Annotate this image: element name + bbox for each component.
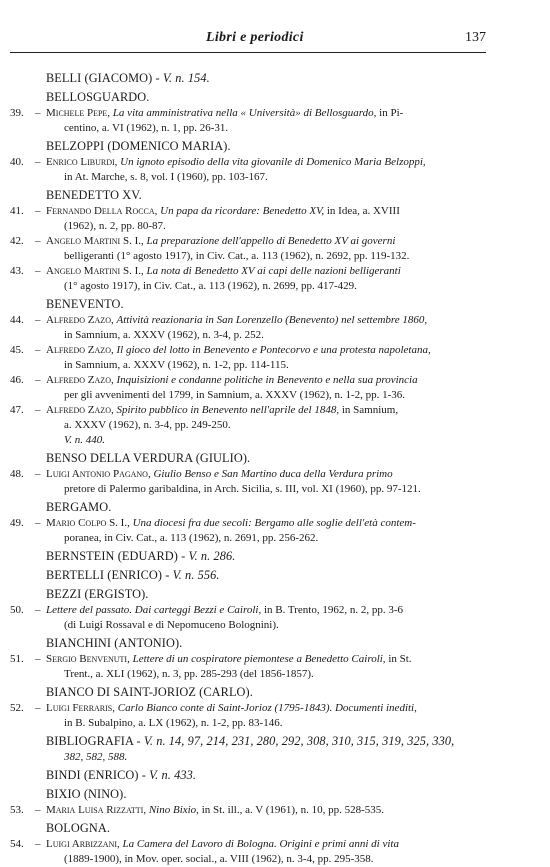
entry-dash: – (35, 205, 41, 217)
entry-title: Lettere di un cospiratore piemontese a Benedetto Cairoli, (132, 653, 386, 665)
subject-heading (0, 547, 550, 565)
subject-heading (0, 566, 550, 584)
subject-heading (0, 295, 550, 313)
heading-text: BIBLIOGRAFIA - (46, 734, 144, 748)
heading-text: BINDI (ENRICO) - (46, 768, 150, 782)
entry-title: Lettere del passato. Dai carteggi Bezzi e Cairoli, (46, 604, 262, 616)
subject-heading (0, 137, 550, 155)
bibliography-entry (0, 803, 550, 818)
entry-number: 40. (10, 156, 24, 168)
subject-heading (0, 766, 550, 784)
entry-dash: – (35, 653, 41, 665)
entry-number: 39. (10, 107, 24, 119)
entry-first-line (46, 652, 488, 667)
heading-text: BELLOSGUARDO. (46, 90, 150, 104)
bibliography-entry (0, 837, 550, 867)
cross-reference-note: 382, 582, 588. (64, 751, 128, 763)
entry-author: Alfredo Zazo, (46, 374, 114, 386)
entry-number: 48. (10, 468, 24, 480)
bibliography-entry (0, 106, 550, 136)
bibliography-entry (0, 467, 550, 497)
entry-number: 53. (10, 804, 24, 816)
bibliography-entry (0, 234, 550, 264)
entry-dash: – (35, 314, 41, 326)
entry-title: Una diocesi fra due secoli: Bergamo alle soglie dell'età contem- (132, 517, 416, 529)
entry-author: Alfredo Zazo, (46, 314, 114, 326)
entry-first-line (46, 204, 488, 219)
entry-continuation: poranea, in Civ. Cat., a. 113 (1962), n. 2691, pp. 256-262. (64, 532, 319, 544)
running-title: Libri e periodici (206, 30, 304, 45)
subject-heading (0, 449, 550, 467)
entry-dash: – (35, 107, 41, 119)
subject-heading (0, 683, 550, 701)
heading-text: BELZOPPI (DOMENICO MARIA). (46, 139, 231, 153)
entry-first-line (46, 343, 488, 358)
heading-text: BENEDETTO XV. (46, 188, 142, 202)
entry-first-line (46, 106, 488, 121)
bibliography-entry (0, 313, 550, 343)
entry-number: 41. (10, 205, 24, 217)
entry-author: Fernando Della Rocca, (46, 205, 158, 217)
entry-dash: – (35, 235, 41, 247)
entry-first-line (46, 803, 488, 818)
entry-continuation: centino, a. VI (1962), n. 1, pp. 26-31. (64, 122, 229, 134)
subject-heading (0, 186, 550, 204)
subject-heading (0, 634, 550, 652)
bibliography-list (0, 68, 550, 867)
entry-number: 54. (10, 838, 24, 850)
bibliography-entry (0, 373, 550, 403)
entry-title: Giulio Benso e San Martino duca della Verdura primo (153, 468, 393, 480)
heading-text: BEZZI (ERGISTO). (46, 587, 149, 601)
entry-number: 49. (10, 517, 24, 529)
entry-number: 47. (10, 404, 24, 416)
entry-continuation: pretore di Palermo garibaldina, in Arch. Sicilia, s. III, vol. XI (1960), pp. 97-121. (64, 483, 421, 495)
page-number: 137 (465, 30, 486, 45)
heading-text: BIXIO (NINO). (46, 787, 127, 801)
entry-title: La vita amministrativa nella « Università» di Bellosguardo, (112, 107, 377, 119)
entry-author: Mario Colpo S. I., (46, 517, 130, 529)
entry-source: in Samnium, (339, 404, 399, 416)
bibliography-entry (0, 204, 550, 234)
entry-dash: – (35, 702, 41, 714)
entry-title: Un papa da ricordare: Benedetto XV, (160, 205, 325, 217)
bibliography-entry (0, 155, 550, 185)
entry-number: 45. (10, 344, 24, 356)
entry-author: Enrico Liburdi, (46, 156, 118, 168)
entry-first-line (46, 403, 488, 418)
subject-heading (0, 732, 550, 750)
subject-heading (0, 785, 550, 803)
heading-text: BERTELLI (ENRICO) - (46, 568, 173, 582)
entry-source: in St. ill., a. V (1961), n. 10, pp. 528-535. (198, 804, 385, 816)
bibliography-entry (0, 264, 550, 294)
subject-heading (0, 88, 550, 106)
entry-author: Alfredo Zazo, (46, 404, 114, 416)
entry-author: Angelo Martini S. I., (46, 265, 144, 277)
entry-dash: – (35, 468, 41, 480)
entry-title: Carlo Bianco conte di Saint-Jorioz (1795-1843). Documenti inediti, (117, 702, 417, 714)
entry-first-line (46, 155, 488, 170)
subject-heading (0, 819, 550, 837)
cross-reference: V. n. 14, 97, 214, 231, 280, 292, 308, 310, 315, 319, 325, 330, (143, 734, 455, 748)
entry-number: 43. (10, 265, 24, 277)
entry-title: Nino Bixio, (148, 804, 199, 816)
entry-continuation: in Samnium, a. XXXV (1962), n. 1-2, pp. 114-115. (64, 359, 289, 371)
cross-reference-note: V. n. 440. (64, 434, 106, 446)
heading-text: BELLI (GIACOMO) - (46, 71, 163, 85)
entry-source: in Pi- (376, 107, 404, 119)
entry-title: La nota di Benedetto XV ai capi delle nazioni belligeranti (146, 265, 401, 277)
entry-dash: – (35, 604, 41, 616)
entry-author: Angelo Martini S. I., (46, 235, 144, 247)
heading-text: BERNSTEIN (EDUARD) - (46, 549, 189, 563)
entry-number: 42. (10, 235, 24, 247)
entry-first-line (46, 837, 488, 852)
entry-dash: – (35, 156, 41, 168)
subject-heading (0, 585, 550, 603)
cross-reference: V. n. 433. (149, 768, 197, 782)
entry-first-line (46, 701, 488, 716)
entry-author: Luigi Ferraris, (46, 702, 116, 714)
entry-title: La preparazione dell'appello di Benedetto XV ai governi (146, 235, 396, 247)
heading-text: BIANCHINI (ANTONIO). (46, 636, 183, 650)
entry-continuation: belligeranti (1° agosto 1917), in Civ. Cat., a. 113 (1962), n. 2692, pp. 119-132. (64, 250, 410, 262)
entry-continuation: in Samnium, a. XXXV (1962), n. 3-4, p. 252. (64, 329, 264, 341)
entry-author: Luigi Arbizzani, (46, 838, 120, 850)
heading-text: BENSO DELLA VERDURA (GIULIO). (46, 451, 251, 465)
entry-continuation: Trent., a. XLI (1962), n. 3, pp. 285-293 (del 1856-1857). (64, 668, 314, 680)
running-header (10, 30, 486, 53)
subject-heading (0, 69, 550, 87)
cross-reference: V. n. 154. (162, 71, 210, 85)
cross-reference: V. n. 286. (188, 549, 236, 563)
entry-continuation: per gli avvenimenti del 1799, in Samnium, a. XXXV (1962), n. 1-2, pp. 1-36. (64, 389, 406, 401)
entry-author: Alfredo Zazo, (46, 344, 114, 356)
entry-number: 50. (10, 604, 24, 616)
entry-author: Michele Pepe, (46, 107, 111, 119)
entry-title: Il gioco del lotto in Benevento e Pontecorvo e una protesta napoletana, (116, 344, 431, 356)
entry-source: in Idea, a. XVIII (324, 205, 400, 217)
entry-title: Inquisizioni e condanne politiche in Benevento e nella sua provincia (116, 374, 418, 386)
entry-dash: – (35, 265, 41, 277)
entry-title: Spirito pubblico in Benevento nell'aprile del 1848, (116, 404, 340, 416)
entry-title: Attività reazionaria in San Lorenzello (Benevento) nel settembre 1860, (116, 314, 428, 326)
entry-first-line (46, 234, 488, 249)
entry-first-line (46, 264, 488, 279)
entry-author: Maria Luisa Rizzatti, (46, 804, 147, 816)
entry-number: 52. (10, 702, 24, 714)
entry-first-line (46, 313, 488, 328)
bibliography-entry (0, 701, 550, 731)
entry-first-line (46, 467, 488, 482)
entry-dash: – (35, 344, 41, 356)
bibliography-entry (0, 652, 550, 682)
bibliography-entry (0, 516, 550, 546)
entry-dash: – (35, 517, 41, 529)
entry-dash: – (35, 838, 41, 850)
entry-dash: – (35, 404, 41, 416)
entry-continuation: (1° agosto 1917), in Civ. Cat., a. 113 (1962), n. 2699, pp. 417-429. (64, 280, 357, 292)
entry-number: 51. (10, 653, 24, 665)
heading-text: BIANCO DI SAINT-JORIOZ (CARLO). (46, 685, 253, 699)
heading-text: BENEVENTO. (46, 297, 124, 311)
heading-text: BOLOGNA. (46, 821, 110, 835)
entry-title: La Camera del Lavoro di Bologna. Origini e primi anni di vita (122, 838, 399, 850)
entry-source: in St. (385, 653, 412, 665)
entry-first-line (46, 373, 488, 388)
entry-first-line (46, 516, 488, 531)
entry-continuation: in At. Marche, s. 8, vol. I (1960), pp. 103-167. (64, 171, 268, 183)
bibliography-entry (0, 403, 550, 433)
entry-continuation: a. XXXV (1962), n. 3-4, pp. 249-250. (64, 419, 231, 431)
entry-number: 44. (10, 314, 24, 326)
subject-heading (0, 498, 550, 516)
cross-reference: V. n. 556. (172, 568, 220, 582)
entry-continuation: (1962), n. 2, pp. 80-87. (64, 220, 166, 232)
heading-text: BERGAMO. (46, 500, 112, 514)
bibliography-entry (0, 343, 550, 373)
entry-continuation: in B. Subalpino, a. LX (1962), n. 1-2, pp. 83-146. (64, 717, 283, 729)
entry-continuation: (1889-1900), in Mov. oper. social., a. VIII (1962), n. 3-4, pp. 295-358. (64, 853, 374, 865)
entry-first-line (46, 603, 488, 618)
bibliography-entry (0, 603, 550, 633)
entry-number: 46. (10, 374, 24, 386)
entry-title: Un ignoto episodio della vita giovanile di Domenico Maria Belzoppi, (120, 156, 426, 168)
entry-author: Luigi Antonio Pagano, (46, 468, 151, 480)
entry-dash: – (35, 804, 41, 816)
entry-continuation: (di Luigi Rossaval e di Nepomuceno Bolognini). (64, 619, 279, 631)
entry-dash: – (35, 374, 41, 386)
entry-author: Sergio Benvenuti, (46, 653, 130, 665)
entry-source: in B. Trento, 1962, n. 2, pp. 3-6 (261, 604, 403, 616)
